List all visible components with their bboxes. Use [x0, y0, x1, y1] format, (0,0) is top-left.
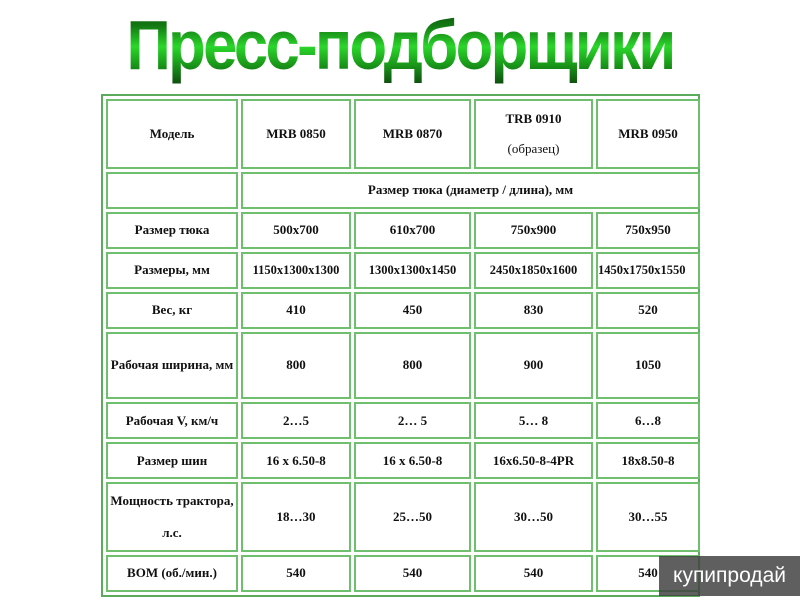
table-cell: 800: [354, 332, 471, 400]
row-label: Мощность трактора, л.с.: [106, 482, 238, 552]
table-cell: 30…50: [474, 482, 593, 552]
table-cell: 1450x1750x1550: [596, 252, 700, 289]
model-note: (образец): [507, 140, 560, 156]
watermark-logo: купипродай: [659, 556, 800, 596]
table-cell: 540: [596, 555, 700, 592]
table-cell: 18…30: [241, 482, 351, 552]
model-name: MRB 0950: [618, 125, 678, 141]
subheader-row: [106, 172, 700, 209]
model-cell: [241, 99, 351, 169]
row-label: Рабочая V, км/ч: [106, 402, 238, 439]
table-cell: 900: [474, 332, 593, 400]
table-cell: 410: [241, 292, 351, 329]
table-cell: 18x8.50-8: [596, 442, 700, 479]
table-cell: 1300x1300x1450: [354, 252, 471, 289]
table-cell: 450: [354, 292, 471, 329]
table-cell: 540: [241, 555, 351, 592]
table-row: [106, 482, 700, 552]
table-row: [106, 212, 700, 249]
table-cell: 5… 8: [474, 402, 593, 439]
specs-table: [103, 96, 703, 595]
table-cell: 16 x 6.50-8: [354, 442, 471, 479]
table-row: [106, 252, 700, 289]
page-title: Пресс-подборщики: [48, 2, 752, 88]
table-row: [106, 292, 700, 329]
subheader-text: Размер тюка (диаметр / длина), мм: [367, 182, 574, 198]
table-cell: 2450x1850x1600: [474, 252, 593, 289]
row-label: Рабочая ширина, мм: [106, 332, 238, 400]
header-label-cell: [106, 99, 238, 169]
table-cell: 2… 5: [354, 402, 471, 439]
row-label: Размер шин: [106, 442, 238, 479]
table-cell: 610x700: [354, 212, 471, 249]
row-label: Размеры, мм: [106, 252, 238, 289]
header-label: Модель: [149, 125, 195, 141]
empty-cell: [106, 172, 238, 209]
model-name: MRB 0850: [266, 125, 326, 141]
table-row: [106, 332, 700, 400]
table-row: [106, 402, 700, 439]
row-label: Размер тюка: [106, 212, 238, 249]
model-name: MRB 0870: [382, 125, 443, 141]
table-cell: 16 x 6.50-8: [241, 442, 351, 479]
table-cell: 540: [354, 555, 471, 592]
table-cell: 25…50: [354, 482, 471, 552]
table-cell: 6…8: [596, 402, 700, 439]
model-cell: [354, 99, 471, 169]
model-name: TRB 0910: [505, 110, 562, 126]
table-cell: 830: [474, 292, 593, 329]
table-cell: 500x700: [241, 212, 351, 249]
table-cell: 16x6.50-8-4PR: [474, 442, 593, 479]
table-cell: 1050: [596, 332, 700, 400]
row-label: Вес, кг: [106, 292, 238, 329]
table-cell: 750x900: [474, 212, 593, 249]
table-cell: 540: [474, 555, 593, 592]
table-cell: 520: [596, 292, 700, 329]
table-cell: 750x950: [596, 212, 700, 249]
specs-table-container: [101, 94, 700, 597]
header-row: [106, 99, 700, 169]
subheader-cell: [241, 172, 700, 209]
table-row: [106, 555, 700, 592]
row-label: ВОМ (об./мин.): [106, 555, 238, 592]
model-cell: [596, 99, 700, 169]
table-cell: 800: [241, 332, 351, 400]
table-cell: 30…55: [596, 482, 700, 552]
model-cell: [474, 99, 593, 169]
table-cell: 2…5: [241, 402, 351, 439]
table-cell: 1150x1300x1300: [241, 252, 351, 289]
table-row: [106, 442, 700, 479]
